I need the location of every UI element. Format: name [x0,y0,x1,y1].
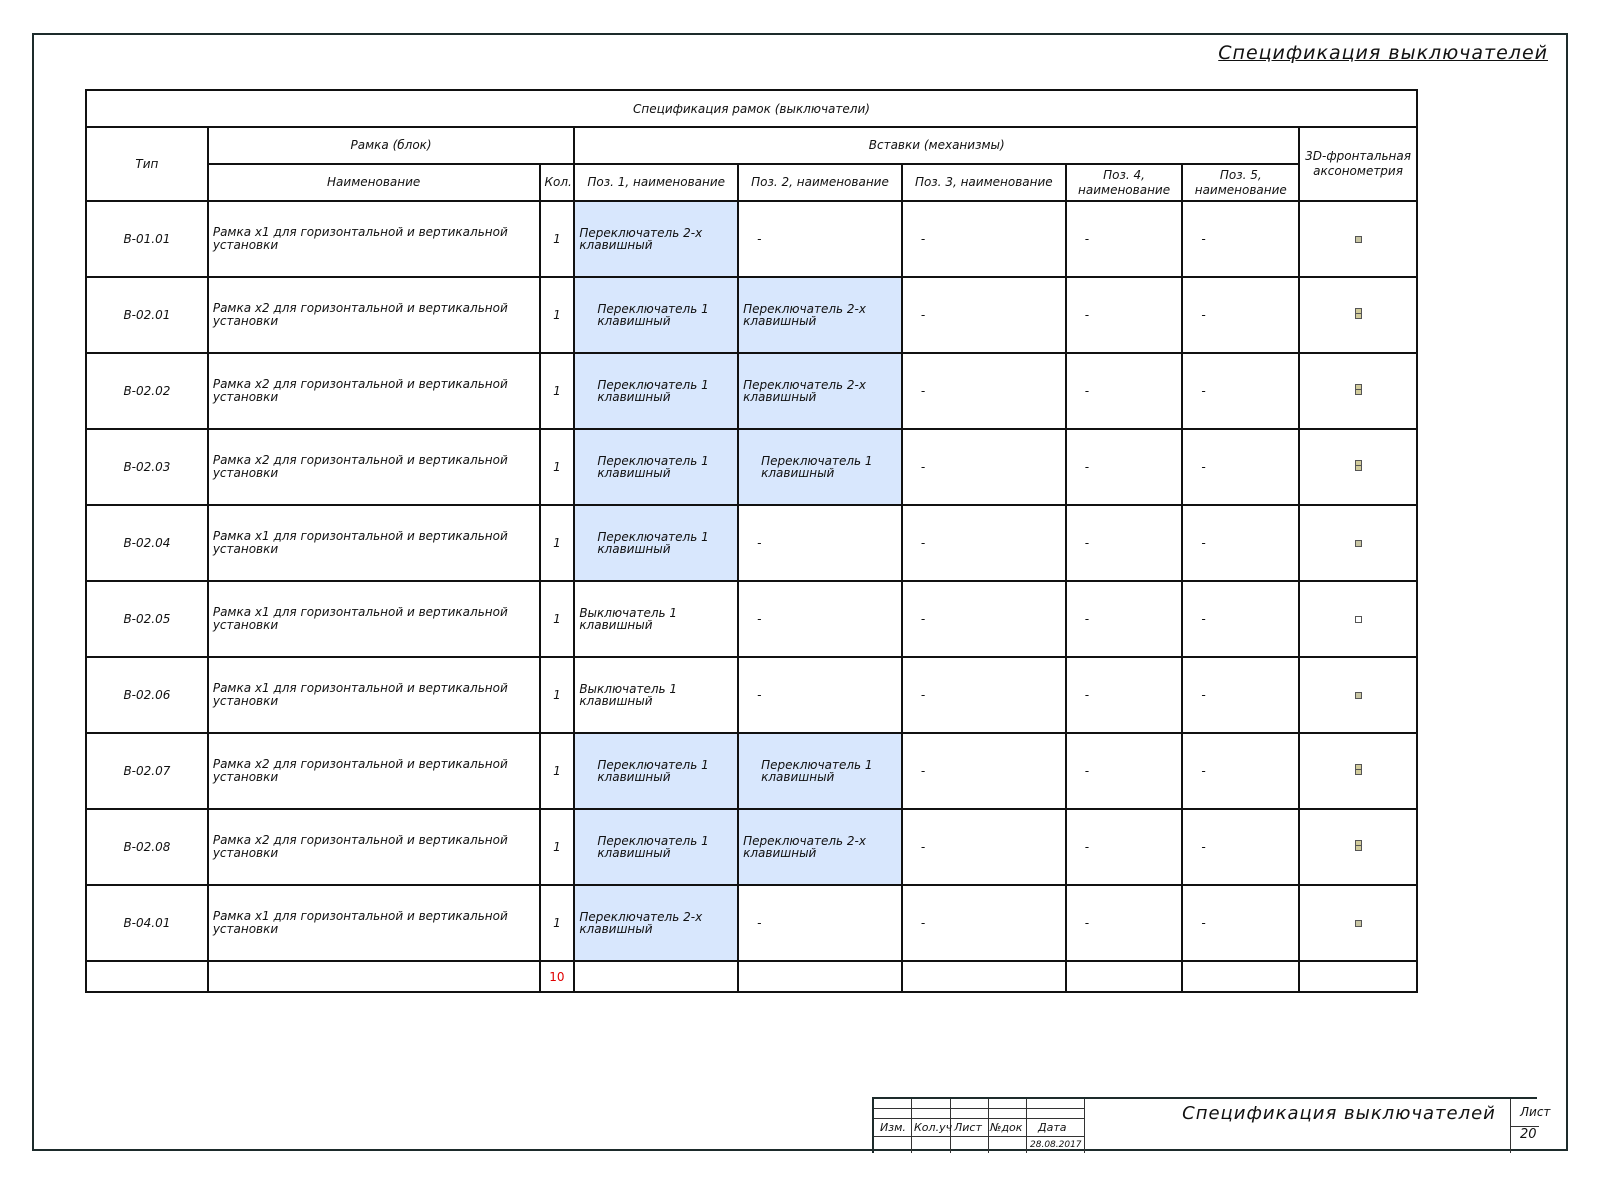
total-qty: 10 [540,961,575,992]
qty-cell: 1 [540,429,575,505]
pos4-cell: - [1066,429,1183,505]
qty-cell: 1 [540,201,575,277]
header-axon: 3D-фронтальная аксонометрия [1299,127,1417,201]
axon-cell [1299,581,1417,657]
tb-date: 28.08.2017 [1030,1140,1082,1150]
axon-cell [1299,733,1417,809]
header-type: Тип [86,127,208,201]
qty-cell: 1 [540,809,575,885]
pos2-cell: Переключатель 2-х клавишный [738,809,902,885]
pos1-cell: Выключатель 1 клавишный [574,581,738,657]
pos1-cell: Переключатель 2-х клавишный [574,885,738,961]
pos5-cell: - [1182,733,1299,809]
qty-cell: 1 [540,657,575,733]
pos2-cell: Переключатель 1 клавишный [738,429,902,505]
frame-name-cell: Рамка х2 для горизонтальной и вертикальной установки [208,429,540,505]
frame-preview-icon [1355,920,1362,927]
frame-preview-icon [1355,540,1362,547]
axon-cell [1299,885,1417,961]
pos5-cell: - [1182,353,1299,429]
pos1-cell: Переключатель 1 клавишный [574,277,738,353]
table-row [86,733,1417,809]
qty-cell: 1 [540,885,575,961]
title-block [872,1097,1551,1153]
qty-cell: 1 [540,581,575,657]
pos5-cell: - [1182,277,1299,353]
pos3-cell: - [902,353,1066,429]
type-cell: В-02.02 [86,353,208,429]
pos4-cell: - [1066,809,1183,885]
header-pos5: Поз. 5, наименование [1182,164,1299,201]
pos5-cell: - [1182,809,1299,885]
pos1-cell: Переключатель 1 клавишный [574,353,738,429]
pos2-cell: - [738,885,902,961]
frame-name-cell: Рамка х1 для горизонтальной и вертикальной установки [208,201,540,277]
pos5-cell: - [1182,581,1299,657]
tb-sheet-label: Лист [1520,1105,1551,1119]
header-pos2: Поз. 2, наименование [738,164,902,201]
pos1-cell: Переключатель 1 клавишный [574,733,738,809]
type-cell: В-01.01 [86,201,208,277]
table-row [86,277,1417,353]
pos2-cell: Переключатель 2-х клавишный [738,277,902,353]
pos4-cell: - [1066,201,1183,277]
pos5-cell: - [1182,505,1299,581]
pos2-cell: - [738,657,902,733]
pos2-cell: Переключатель 1 клавишный [738,733,902,809]
tb-title: Спецификация выключателей [1182,1103,1496,1124]
type-cell: В-02.04 [86,505,208,581]
axon-cell [1299,505,1417,581]
pos5-cell: - [1182,429,1299,505]
frame-preview-icon [1355,384,1362,395]
header-pos1: Поз. 1, наименование [574,164,738,201]
pos1-cell: Переключатель 1 клавишный [574,429,738,505]
header-name: Наименование [208,164,540,201]
tb-date-label: Дата [1038,1121,1067,1134]
frame-preview-icon [1355,308,1362,319]
pos4-cell: - [1066,885,1183,961]
tb-list: Лист [954,1121,982,1134]
frame-name-cell: Рамка х2 для горизонтальной и вертикальной установки [208,809,540,885]
axon-cell [1299,429,1417,505]
tb-ndok: №док [990,1121,1023,1134]
frame-name-cell: Рамка х2 для горизонтальной и вертикальной установки [208,733,540,809]
pos1-cell: Переключатель 1 клавишный [574,505,738,581]
total-row [86,961,1417,992]
pos5-cell: - [1182,885,1299,961]
pos3-cell: - [902,429,1066,505]
pos4-cell: - [1066,581,1183,657]
axon-cell [1299,657,1417,733]
qty-cell: 1 [540,277,575,353]
pos4-cell: - [1066,733,1183,809]
type-cell: В-02.01 [86,277,208,353]
pos3-cell: - [902,505,1066,581]
axon-cell [1299,809,1417,885]
sheet-title: Спецификация выключателей [1218,42,1548,64]
header-frame-group: Рамка (блок) [208,127,574,164]
frame-preview-icon [1355,460,1362,471]
frame-preview-icon [1355,236,1362,243]
frame-preview-icon [1355,840,1362,851]
pos2-cell: - [738,201,902,277]
type-cell: В-02.06 [86,657,208,733]
header-qty: Кол. [540,164,575,201]
header-inserts-group: Вставки (механизмы) [574,127,1299,164]
qty-cell: 1 [540,505,575,581]
frame-name-cell: Рамка х1 для горизонтальной и вертикальной установки [208,505,540,581]
frame-name-cell: Рамка х1 для горизонтальной и вертикальной установки [208,581,540,657]
tb-koluch: Кол.уч [914,1121,953,1134]
frame-preview-icon [1355,764,1362,775]
pos3-cell: - [902,733,1066,809]
frame-preview-icon [1355,692,1362,699]
frame-name-cell: Рамка х1 для горизонтальной и вертикальной установки [208,885,540,961]
pos4-cell: - [1066,505,1183,581]
pos2-cell: - [738,581,902,657]
header-pos3: Поз. 3, наименование [902,164,1066,201]
pos5-cell: - [1182,201,1299,277]
pos2-cell: Переключатель 2-х клавишный [738,353,902,429]
pos5-cell: - [1182,657,1299,733]
table-caption: Спецификация рамок (выключатели) [86,90,1417,127]
qty-cell: 1 [540,733,575,809]
pos2-cell: - [738,505,902,581]
qty-cell: 1 [540,353,575,429]
axon-cell [1299,277,1417,353]
tb-sheet-number: 20 [1520,1127,1537,1142]
frame-name-cell: Рамка х2 для горизонтальной и вертикальной установки [208,277,540,353]
header-pos4: Поз. 4, наименование [1066,164,1183,201]
frame-preview-icon [1355,616,1362,623]
pos4-cell: - [1066,353,1183,429]
type-cell: В-02.08 [86,809,208,885]
pos3-cell: - [902,277,1066,353]
table-row [86,581,1417,657]
type-cell: В-02.05 [86,581,208,657]
pos3-cell: - [902,657,1066,733]
type-cell: В-02.03 [86,429,208,505]
pos1-cell: Переключатель 2-х клавишный [574,201,738,277]
pos3-cell: - [902,581,1066,657]
pos1-cell: Переключатель 1 клавишный [574,809,738,885]
pos3-cell: - [902,809,1066,885]
table-row [86,201,1417,277]
frame-name-cell: Рамка х2 для горизонтальной и вертикальной установки [208,353,540,429]
table-row [86,657,1417,733]
pos1-cell: Выключатель 1 клавишный [574,657,738,733]
axon-cell [1299,353,1417,429]
frame-name-cell: Рамка х1 для горизонтальной и вертикальной установки [208,657,540,733]
pos3-cell: - [902,885,1066,961]
table-row [86,429,1417,505]
axon-cell [1299,201,1417,277]
tb-izm: Изм. [880,1121,906,1134]
type-cell: В-02.07 [86,733,208,809]
type-cell: В-04.01 [86,885,208,961]
table-row [86,505,1417,581]
table-row [86,809,1417,885]
table-row [86,885,1417,961]
pos3-cell: - [902,201,1066,277]
spec-table [85,89,1418,993]
table-row [86,353,1417,429]
pos4-cell: - [1066,657,1183,733]
pos4-cell: - [1066,277,1183,353]
